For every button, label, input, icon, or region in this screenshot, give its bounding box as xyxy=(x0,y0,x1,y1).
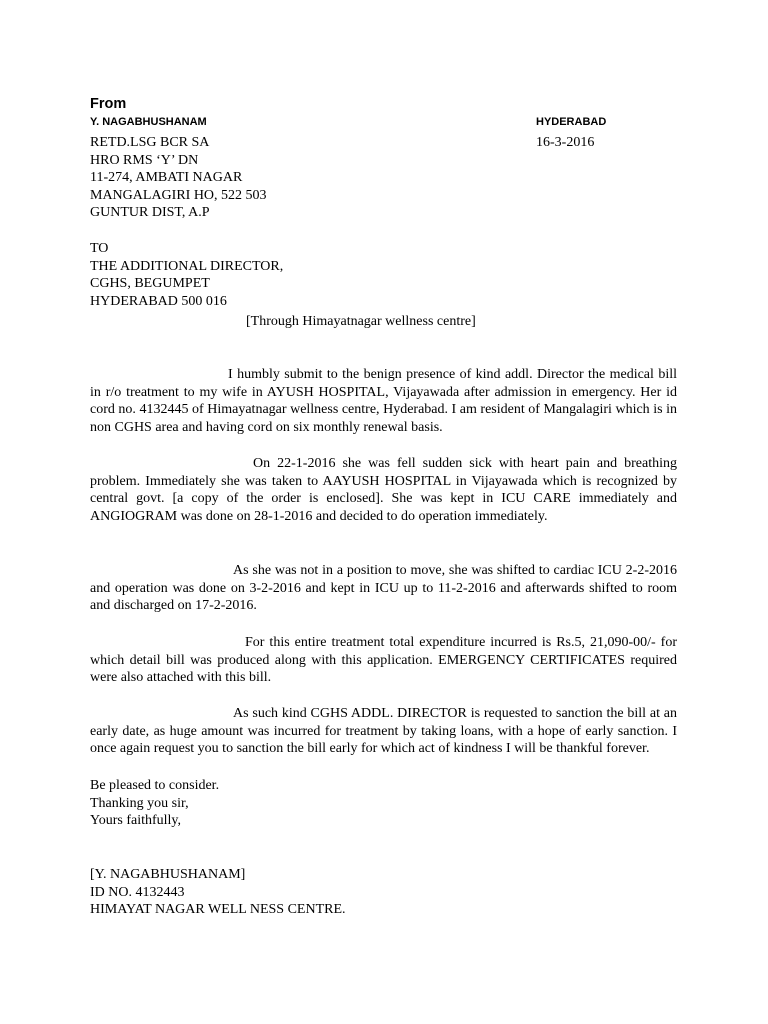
sender-name: Y. NAGABHUSHANAM xyxy=(90,116,207,128)
place: HYDERABAD xyxy=(536,116,607,128)
paragraph-2: On 22-1-2016 she was fell sudden sick with heart pain and breathing problem. Immediately she was taken to AAYUSH HOSPITAL in Vijayawada which is recognized by central govt. [a copy of the order is enclosed]. She was kept in ICU CARE immediately and ANGIOGRAM was done on 28-1-2016 and decided to do operation immediately. xyxy=(90,456,677,524)
recipient-address xyxy=(90,240,283,310)
recipient-title: THE ADDITIONAL DIRECTOR, xyxy=(90,258,284,274)
date: 16-3-2016 xyxy=(536,135,595,150)
recipient-city: HYDERABAD 500 016 xyxy=(90,293,227,309)
closing-line-2: Thanking you sir, xyxy=(90,795,189,811)
sender-district: GUNTUR DIST, A.P xyxy=(90,205,210,221)
signature-name: [Y. NAGABHUSHANAM] xyxy=(90,867,246,882)
sender-designation: RETD.LSG BCR SA xyxy=(90,135,210,150)
recipient-office: CGHS, BEGUMPET xyxy=(90,276,210,292)
sender-office: HRO RMS ‘Y’ DN xyxy=(90,152,199,168)
sender-city: MANGALAGIRI HO, 522 503 xyxy=(90,187,267,203)
paragraph-5: As such kind CGHS ADDL. DIRECTOR is requested to sanction the bill at an early date, as huge amount was incurred for treatment by taking loans, with a hope of early sanction. I once again request you to sanction the bill early for which act of kindness I will be thankful forever. xyxy=(90,706,677,757)
signature-block xyxy=(90,866,346,919)
from-label: From xyxy=(90,96,127,112)
sender-address xyxy=(90,134,267,222)
paragraph-4: For this entire treatment total expenditure incurred is Rs.5, 21,090-00/- for which detail bill was produced along with this application. EMERGENCY CERTIFICATES required were also attached with this bill. xyxy=(90,635,677,686)
sender-street: 11-274, AMBATI NAGAR xyxy=(90,170,243,186)
to-label: TO xyxy=(90,241,109,256)
signature-id: ID NO. 4132443 xyxy=(90,884,185,900)
paragraph-3: As she was not in a position to move, she was shifted to cardiac ICU 2-2-2016 and operation was done on 3-2-2016 and kept in ICU up to 11-2-2016 and afterwards shifted to room and discharged on 17-2-2016. xyxy=(90,563,677,614)
through-note: [Through Himayatnagar wellness centre] xyxy=(246,314,476,329)
closing-line-3: Yours faithfully, xyxy=(90,813,182,829)
closing-line-1: Be pleased to consider. xyxy=(90,778,220,793)
paragraph-1: I humbly submit to the benign presence of kind addl. Director the medical bill in r/o treatment to my wife in AYUSH HOSPITAL, Vijayawada after admission in emergency. Her id cord no. 4132445 of Himayatnagar wellness centre, Hyderabad. I am resident of Mangalagiri which is in non CGHS area and having cord on six monthly renewal basis. xyxy=(90,367,677,435)
signature-centre: HIMAYAT NAGAR WELL NESS CENTRE. xyxy=(90,902,346,918)
closing xyxy=(90,777,219,830)
